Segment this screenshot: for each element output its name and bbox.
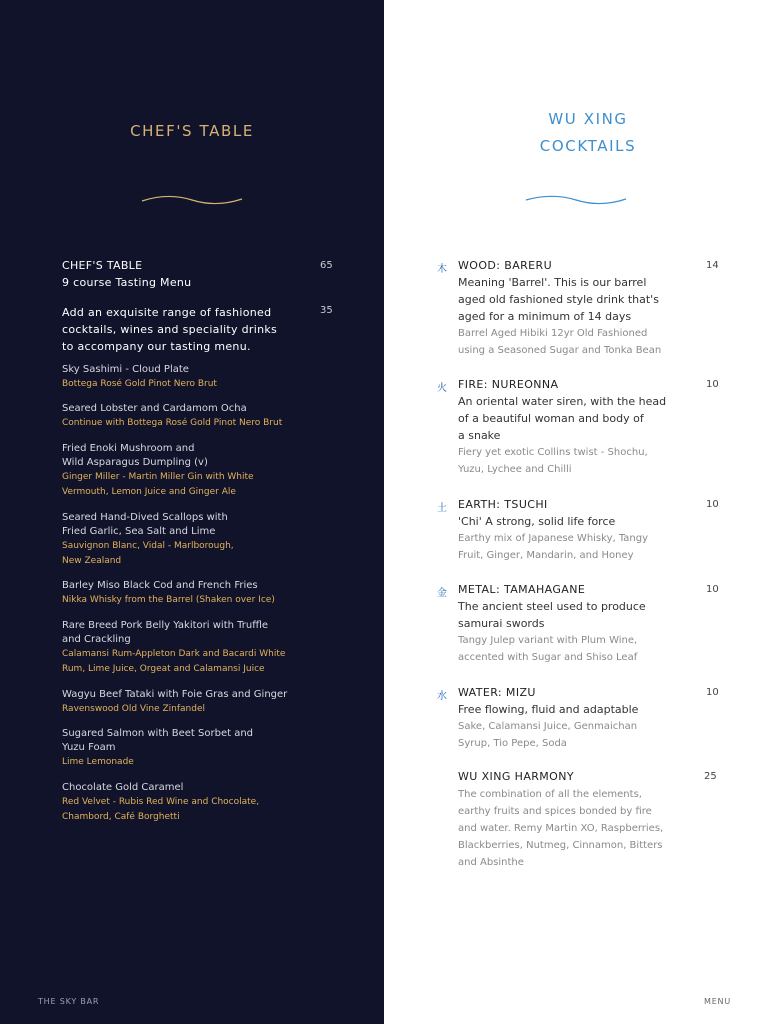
cocktail-ingredients: earthy fruits and spices bonded by fire — [458, 806, 652, 817]
course-dish: Wild Asparagus Dumpling (v) — [62, 457, 208, 468]
course-dish: Fried Garlic, Sea Salt and Lime — [62, 526, 216, 537]
cocktail-ingredients: Yuzu, Lychee and Chilli — [458, 464, 572, 475]
cocktail-ingredients: Barrel Aged Hibiki 12yr Old Fashioned — [458, 328, 648, 339]
blue-wave-divider — [524, 193, 628, 207]
cocktail-price: 10 — [706, 379, 719, 390]
cocktail-price: 10 — [706, 687, 719, 698]
cocktail-ingredients: and water. Remy Martin XO, Raspberries, — [458, 823, 664, 834]
cocktail-desc-line: aged for a minimum of 14 days — [458, 310, 632, 323]
cocktail-name: WOOD: BARERU — [458, 259, 553, 272]
course-pairing: Calamansi Rum-Appleton Dark and Bacardi White — [62, 649, 286, 659]
course — [62, 363, 217, 392]
cocktail-ingredients: Fiery yet exotic Collins twist - Shochu, — [458, 447, 648, 458]
cocktail-description — [458, 393, 666, 478]
course — [62, 579, 275, 608]
course-dish: Rare Breed Pork Belly Yakitori with Truffle — [62, 620, 269, 631]
course-pairing: New Zealand — [62, 556, 122, 566]
wu-xing-heading — [384, 106, 768, 160]
cocktail-desc-line: Meaning 'Barrel'. This is our barrel — [458, 276, 647, 289]
course-pairing: Ginger Miller - Martin Miller Gin with White — [62, 472, 254, 482]
cocktail-name: WATER: MIZU — [458, 686, 536, 699]
cocktail-desc-line: samurai swords — [458, 617, 545, 630]
drinks-pairing-description — [62, 304, 277, 355]
course-dish: Barley Miso Black Cod and French Fries — [62, 580, 258, 591]
wu-xing-heading-line: WU XING — [548, 110, 628, 128]
cocktail-name: METAL: TAMAHAGANE — [458, 583, 586, 596]
course — [62, 442, 254, 500]
cocktail-price: 10 — [706, 499, 719, 510]
chefs-table-subtitle: 9 course Tasting Menu — [62, 276, 192, 289]
cocktail-ingredients: using a Seasoned Sugar and Tonka Bean — [458, 345, 662, 356]
drinks-pairing-price: 35 — [320, 305, 333, 316]
course-dish: Yuzu Foam — [62, 742, 116, 753]
cocktail-name: WU XING HARMONY — [458, 770, 574, 783]
course-pairing: Chambord, Café Borghetti — [62, 812, 180, 822]
cocktail-name: EARTH: TSUCHI — [458, 498, 548, 511]
cocktail-description — [458, 598, 646, 666]
course-dish: Seared Lobster and Cardamom Ocha — [62, 403, 247, 414]
course — [62, 511, 234, 569]
course-pairing: Ravenswood Old Vine Zinfandel — [62, 704, 206, 714]
course — [62, 688, 287, 717]
wood-element-icon: 木 — [437, 264, 447, 275]
gold-wave-divider — [140, 193, 244, 207]
cocktail-desc-line: a snake — [458, 429, 501, 442]
course-pairing: Rum, Lime Juice, Orgeat and Calamansi Juice — [62, 664, 265, 674]
course-dish: and Crackling — [62, 634, 131, 645]
fire-element-icon: 火 — [437, 383, 447, 394]
cocktail-ingredients: The combination of all the elements, — [458, 789, 642, 800]
addon-line: cocktails, wines and speciality drinks — [62, 323, 278, 336]
course-pairing: Lime Lemonade — [62, 757, 134, 767]
water-element-icon: 水 — [437, 691, 447, 702]
earth-element-icon: 土 — [437, 503, 447, 514]
course — [62, 619, 285, 677]
cocktail-desc-line: Free flowing, fluid and adaptable — [458, 703, 639, 716]
course-pairing: Sauvignon Blanc, Vidal - Marlborough, — [62, 541, 234, 551]
wu-xing-heading-line: COCKTAILS — [539, 137, 637, 155]
course-dish: Fried Enoki Mushroom and — [62, 443, 195, 454]
cocktail-desc-line: aged old fashioned style drink that's — [458, 293, 659, 306]
cocktail-name: FIRE: NUREONNA — [458, 378, 559, 391]
course-pairing: Vermouth, Lemon Juice and Ginger Ale — [62, 487, 236, 497]
course-pairing: Bottega Rosé Gold Pinot Nero Brut — [62, 379, 217, 389]
cocktail-ingredients: and Absinthe — [458, 857, 524, 868]
course-dish: Seared Hand-Dived Scallops with — [62, 512, 228, 523]
cocktail-ingredients: accented with Sugar and Shiso Leaf — [458, 652, 638, 663]
cocktail-desc-line: of a beautiful woman and body of — [458, 412, 644, 425]
cocktail-desc-line: The ancient steel used to produce — [458, 600, 646, 613]
cocktail-price: 10 — [706, 584, 719, 595]
course-dish: Wagyu Beef Tataki with Foie Gras and Ginger — [62, 689, 288, 700]
cocktail-ingredients: Fruit, Ginger, Mandarin, and Honey — [458, 550, 634, 561]
cocktail-ingredients: Earthy mix of Japanese Whisky, Tangy — [458, 533, 649, 544]
cocktail-desc-line: 'Chi' A strong, solid life force — [458, 515, 616, 528]
chefs-table-item-name: CHEF'S TABLE — [62, 259, 143, 272]
course-dish: Sky Sashimi - Cloud Plate — [62, 364, 189, 375]
cocktail-price: 14 — [706, 260, 719, 271]
cocktail-price: 25 — [704, 771, 717, 782]
course — [62, 727, 253, 770]
course — [62, 402, 282, 431]
menu-footer: MENU — [704, 997, 731, 1006]
course-dish: Sugared Salmon with Beet Sorbet and — [62, 728, 254, 739]
cocktail-desc-line: An oriental water siren, with the head — [458, 395, 667, 408]
chefs-table-price: 65 — [320, 260, 333, 271]
cocktail-description — [458, 513, 648, 564]
venue-footer: THE SKY BAR — [38, 997, 100, 1006]
cocktail-description — [458, 786, 663, 871]
course — [62, 781, 259, 825]
cocktail-description — [458, 274, 661, 359]
cocktail-ingredients: Blackberries, Nutmeg, Cinnamon, Bitters — [458, 840, 663, 851]
course-pairing: Continue with Bottega Rosé Gold Pinot Nero Brut — [62, 418, 283, 428]
cocktail-ingredients: Syrup, Tio Pepe, Soda — [458, 738, 567, 749]
course-pairing: Nikka Whisky from the Barrel (Shaken over Ice) — [62, 595, 275, 605]
metal-element-icon: 金 — [437, 588, 447, 599]
chefs-table-heading: CHEF'S TABLE — [130, 122, 254, 140]
course-dish: Chocolate Gold Caramel — [62, 782, 184, 793]
addon-line: Add an exquisite range of fashioned — [62, 306, 272, 319]
course-pairing: Red Velvet - Rubis Red Wine and Chocolate, — [62, 797, 260, 807]
addon-line: to accompany our tasting menu. — [62, 340, 251, 353]
cocktail-ingredients: Sake, Calamansi Juice, Genmaichan — [458, 721, 638, 732]
cocktail-description — [458, 701, 638, 752]
cocktail-ingredients: Tangy Julep variant with Plum Wine, — [458, 635, 638, 646]
